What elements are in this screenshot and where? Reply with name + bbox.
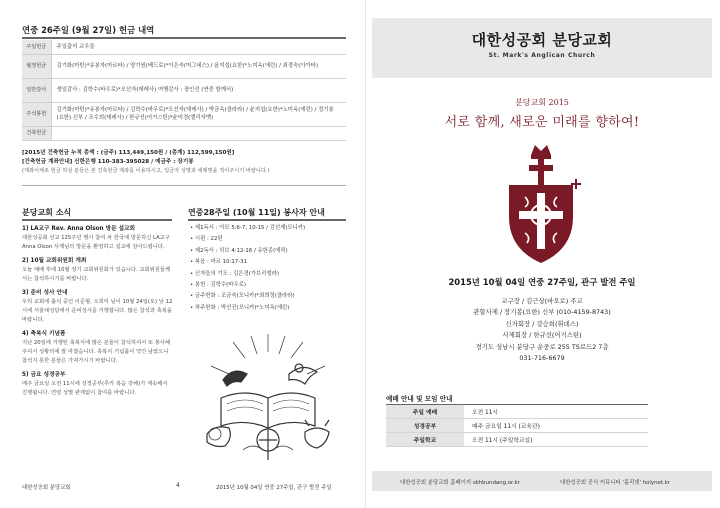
news-body: 매주 금요일 오전 11시에 성경공부(루카 복음 강해)가 계속해서 진행됩니다. 연령 성별 관계없이 참여를 바랍니다.: [22, 380, 168, 397]
list-item: • 신자들의 기도 : 김은경(가브리엘라): [190, 270, 279, 277]
offering-rule: [22, 37, 346, 39]
offering-value: 생일감사 : 김학수(바우로)*오선자(데레사) 여행감사 : 장인선 (연중 함께서): [51, 78, 346, 102]
phone-number: 031-716-6679: [519, 354, 565, 363]
news-body: 우리 교회에 출석 중인 이준형, 오희미 님이 10월 24일(토) 낮 12시에 서울대성당에서 준비성사를 거행합니다. 많은 참석과 축복을 바랍니다.: [22, 298, 173, 324]
offering-table: [22, 40, 346, 141]
homepage-link[interactable]: 대한성공회 분당교회 홈페이지 skhbundang.or.kr: [400, 480, 520, 486]
building-note: (계좌이체로 헌금 하실 분들은 본 건축헌금 계좌를 이용하시고, 입금자 성명과 세례명을 적어주시기 바랍니다.): [22, 168, 270, 174]
service-date-line: 2015년 10월 04일 연중 27주일, 관구 발전 주일: [448, 277, 636, 287]
list-item: • 금주헌화 : 조금숙(모니카)*최희정(클라라): [190, 293, 295, 300]
evangelist-symbols-illustration: [193, 330, 343, 465]
service-list: [190, 223, 346, 314]
list-item: • 제1독서 : 아모 5:6-7, 10-15 / 김선재(모니카): [190, 225, 306, 231]
offering-category: 월정헌금: [22, 54, 51, 78]
worship-name: 주일학교: [386, 433, 464, 447]
list-item: 사제회장 / 한규선(어거스틴): [502, 331, 582, 340]
list-item: 관할사제 / 장기봉(요한) 신부 (010-4159-8743): [473, 308, 611, 317]
bulletin-cover-page: [372, 0, 720, 508]
news-heading: 2) 10월 교회위원회 개최: [22, 257, 87, 264]
offering-value: 김기화(마틴)*유봉자(마르타) / 김학수(바우로)*오선자(데레사) / 박금옥(클라라) / 윤지섭(요한)*노미옥(에린) / 정기봉(요한) 신부 / 조수희(데레사) / 한규선(어거스틴)*윤미경(엘리자벳): [51, 102, 346, 126]
news-body: 오늘 예배 후에 10월 정기 교회위원회가 있습니다. 교회위원들께서는 참석하시기를 바랍니다.: [22, 266, 171, 283]
service-title: 연중28주일 (10월 11일) 봉사자 안내: [188, 208, 325, 217]
offering-title: 연중 26주일 (9월 27일) 헌금 내역: [22, 25, 155, 35]
church-name: 대한성공회 분당교회: [471, 31, 613, 49]
community-link[interactable]: 대한성공회 공식 커뮤니티 '홀리넷' holynet.kr: [560, 480, 671, 486]
list-item: • 차주헌화 : 박선진(모니카)*노미옥(에린): [190, 304, 290, 311]
offering-category: 주일헌금: [22, 40, 51, 54]
offering-value: 김기화(마틴)*유봉자(마르타) / 양기원(베드로)*이은숙(머그네스) / 윤지섭(요한)*노미옥(에린) / 최경숙(아가타): [51, 54, 346, 78]
worship-name: 주일 예배: [386, 405, 464, 419]
list-item: 교구장 / 김근상(바오로) 주교: [501, 297, 583, 305]
table-row: [22, 40, 346, 54]
list-item: • 복음 : 마르 10:17-31: [190, 259, 248, 266]
news-heading: 5) 금요 성경공부: [22, 371, 66, 378]
list-item: [22, 329, 174, 367]
table-row: [386, 405, 648, 419]
anglican-church-logo: [491, 137, 591, 267]
divider: [22, 219, 172, 221]
offering-value: 주일출석 교우들: [51, 40, 346, 54]
table-row: [22, 102, 346, 126]
list-item: • 시편 : 22편: [190, 236, 223, 243]
list-item: • 봉헌 : 김학수(바우로): [190, 282, 247, 289]
address: 경기도 성남시 분당구 운중로 255 TS로드2 7층: [475, 342, 609, 351]
worship-name: 성경공부: [386, 419, 464, 433]
worship-time: 오전 11시: [464, 405, 648, 419]
news-title: 분당교회 소식: [22, 208, 72, 217]
worship-time: 매주 금요일 11시 (교육관): [464, 419, 648, 433]
footer-date: 2015년 10월 04일 연중 27주일, 관구 발전 주일: [216, 485, 332, 491]
church-name-english: St. Mark's Anglican Church: [488, 52, 596, 59]
slogan-main: 서로 함께, 새로운 미래를 향하여!: [444, 115, 640, 130]
worship-time: 오전 11시 (주일학교실): [464, 433, 648, 447]
page-fold: [365, 0, 366, 508]
table-row: [22, 54, 346, 78]
offering-category: 건축헌금: [22, 126, 51, 140]
offering-category: 주석봉헌: [22, 102, 51, 126]
list-item: [22, 256, 174, 285]
divider: [188, 219, 346, 221]
news-heading: 3) 준비 성사 안내: [22, 289, 68, 296]
table-row: [386, 433, 648, 447]
offering-category: 일반감사: [22, 78, 51, 102]
news-list: [22, 224, 174, 402]
list-item: [22, 224, 174, 253]
table-row: [22, 126, 346, 140]
clergy-staff-list: [372, 296, 712, 364]
list-item: 신자회장 / 강승희(휘데스): [505, 319, 579, 328]
table-row: [22, 78, 346, 102]
building-account: [건축헌금 계좌안내] 신한은행 110-383-395028 / 예금주 : 장기봉: [22, 159, 194, 165]
divider: [22, 185, 346, 186]
worship-table: [386, 404, 648, 447]
news-body: 대한성공회 선교 125주년 행사 참여 차 한국에 방문하신 LA교구 Anna Olson 사제님의 방문을 환영하고 설교에 감사드립니다.: [22, 235, 170, 251]
table-row: [386, 419, 648, 433]
list-item: [22, 288, 174, 326]
news-heading: 4) 축복식 기념품: [22, 330, 66, 337]
list-item: • 제2독서 : 히브 4:12-16 / 유한종(에릭): [190, 247, 288, 254]
building-total: [2015년 건축헌금 누적 총액 : (금주) 113,449,150원 / (총계) 112,599,150원]: [22, 150, 235, 156]
offering-value: [51, 126, 346, 140]
building-fund-info: [22, 149, 346, 176]
footer-church-name: 대한성공회 분당교회: [22, 485, 71, 491]
news-body: 지난 20일에 거행된 축복식에 많은 분들이 참석하셔서 또 봉사해주셔서 성황리에 잘 마쳤습니다. 축복식 기념품이 약간 남았으니 참석지 못한 분들은 가져가시기 바랍니다.: [22, 339, 171, 365]
list-item: [22, 370, 174, 399]
news-heading: 1) LA교구 Rev. Anna Olson 방문 설교회: [22, 226, 136, 232]
page-number: 4: [176, 482, 180, 489]
worship-title: 예배 안내 및 모임 안내: [386, 395, 453, 403]
slogan-year: 분당교회 2015: [515, 98, 569, 107]
